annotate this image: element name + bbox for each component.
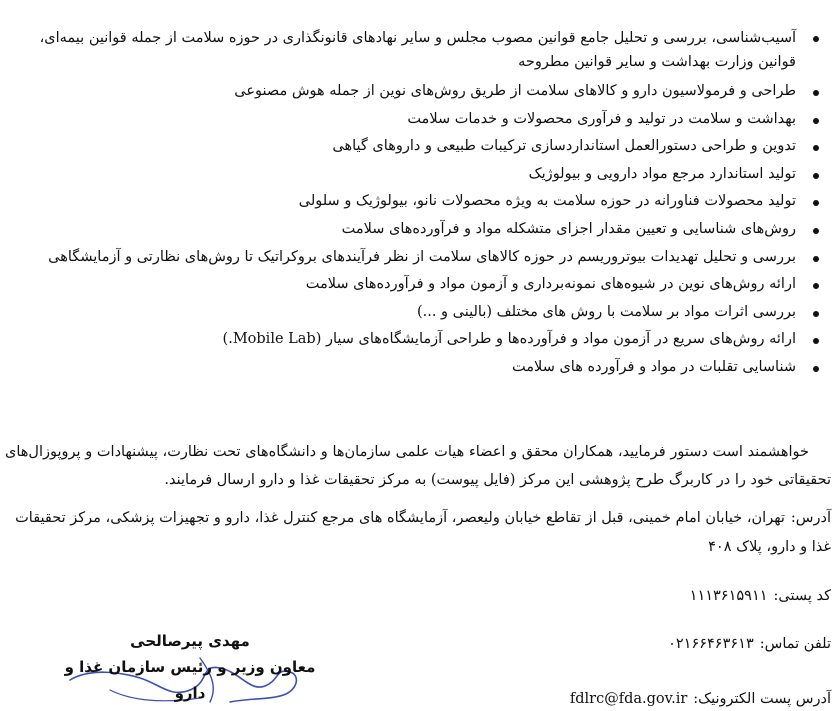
phone-value: ۰۲۱۶۶۴۶۳۶۱۳: [668, 636, 754, 652]
list-item-text: روش‌های شناسایی و تعیین مقدار اجزای متشکله مواد و فرآورده‌های سلامت: [341, 220, 796, 237]
list-item: [17, 188, 827, 216]
bullet-icon: [813, 90, 819, 96]
address-text: تهران، خیابان امام خمینی، قبل از تقاطع خیابان ولیعصر، آزمایشگاه های مرجع کنترل غذا، دارو و تجهیزات پزشکی، مرکز تحقیقات غذا و دارو، پلاک ۴۰۸: [15, 510, 831, 555]
list-item: [17, 133, 827, 161]
email-label: آدرس پست الکترونیک:: [693, 691, 831, 707]
list-item-text: تولید محصولات فناورانه در حوزه سلامت به ویژه محصولات نانو، بیولوژیک و سلولی: [298, 193, 796, 210]
bullet-icon: [813, 173, 819, 179]
list-item: [17, 26, 827, 78]
list-item: [17, 299, 827, 327]
list-item-text: طراحی و فرمولاسیون دارو و کالاهای سلامت از طریق روش‌های نوین از جمله هوش مصنوعی: [234, 83, 796, 99]
list-item: [17, 354, 827, 382]
list-item-text: تولید استاندارد مرجع مواد دارویی و بیولوژیک: [528, 165, 796, 182]
postal-code-value: ۱۱۱۳۶۱۵۹۱۱: [689, 588, 768, 604]
bullet-icon: [813, 311, 819, 317]
list-item: [17, 244, 827, 272]
list-item: [17, 271, 827, 299]
research-topics-list: [17, 26, 827, 382]
postal-code-label: کد پستی:: [773, 588, 831, 604]
signatory-name: مهدی پیرصالحی: [130, 632, 250, 650]
bullet-icon: [813, 145, 819, 151]
signature-block: [50, 628, 330, 702]
bullet-icon: [813, 283, 819, 289]
bullet-icon: [813, 36, 819, 42]
list-item-text: بررسی اثرات مواد بر سلامت با روش های مختلف (بالینی و ...): [416, 303, 796, 320]
request-paragraph: خواهشمند است دستور فرمایید، همکاران محقق و اعضاء هیات علمی سازمان‌ها و دانشگاه‌های تحت نظارت، پیشنهادات و پروپوزال‌های تحقیقاتی خود را در کاربرگ طرح پژوهشی این مرکز (فایل پیوست) به مرکز تحقیقات غذا و دارو ارسال فرمایند.: [5, 443, 831, 488]
list-item-text: بررسی و تحلیل تهدیدات بیوتروریسم در حوزه کالاهای سلامت از نظر فرآیندهای بروکراتیک تا روش‌های نظارتی و آزمایشگاهی: [48, 248, 796, 265]
postal-code-line: [690, 584, 831, 608]
list-item-text: شناسایی تقلبات در مواد و فرآورده های سلامت: [512, 358, 796, 375]
list-item: [17, 326, 827, 354]
list-item: [17, 78, 827, 106]
list-item-text: ارائه روش‌های نوین در شیوه‌های نمونه‌برداری و آزمون مواد و فرآورده‌های سلامت: [305, 276, 796, 293]
bullet-icon: [813, 200, 819, 206]
email-line: [570, 688, 831, 710]
list-item-text: تدوین و طراحی دستورالعمل استانداردسازی ترکیبات طبیعی و داروهای گیاهی: [332, 138, 796, 155]
bullet-icon: [813, 338, 819, 344]
list-item: [17, 106, 827, 134]
signatory-title: معاون وزیر و رئیس سازمان غذا و دارو: [64, 658, 316, 702]
list-item-text: آسیب‌شناسی، بررسی و تحلیل جامع قوانین مصوب مجلس و سایر نهادهای قانونگذاری در حوزه سلامت از جمله قوانین بیمه‌ای، قوانین وزارت بهداشت و سایر قوانین مطروحه: [39, 30, 796, 70]
phone-line: [668, 632, 831, 656]
list-item-text: ارائه روش‌های سریع در آزمون مواد و فرآورده‌ها و طراحی آزمایشگاه‌های سیار (Mobile Lab.): [222, 331, 796, 348]
bullet-icon: [813, 228, 819, 234]
address-label: آدرس:: [790, 510, 831, 526]
bullet-icon: [813, 118, 819, 124]
address-block: [5, 504, 831, 562]
bullet-icon: [813, 256, 819, 262]
bullet-icon: [813, 366, 819, 372]
list-item: [17, 161, 827, 189]
list-item-text: بهداشت و سلامت در تولید و فرآوری محصولات و خدمات سلامت: [407, 110, 796, 127]
email-link[interactable]: fdlrc@fda.gov.ir: [569, 691, 688, 707]
list-item: [17, 216, 827, 244]
phone-label: تلفن تماس:: [759, 636, 831, 652]
